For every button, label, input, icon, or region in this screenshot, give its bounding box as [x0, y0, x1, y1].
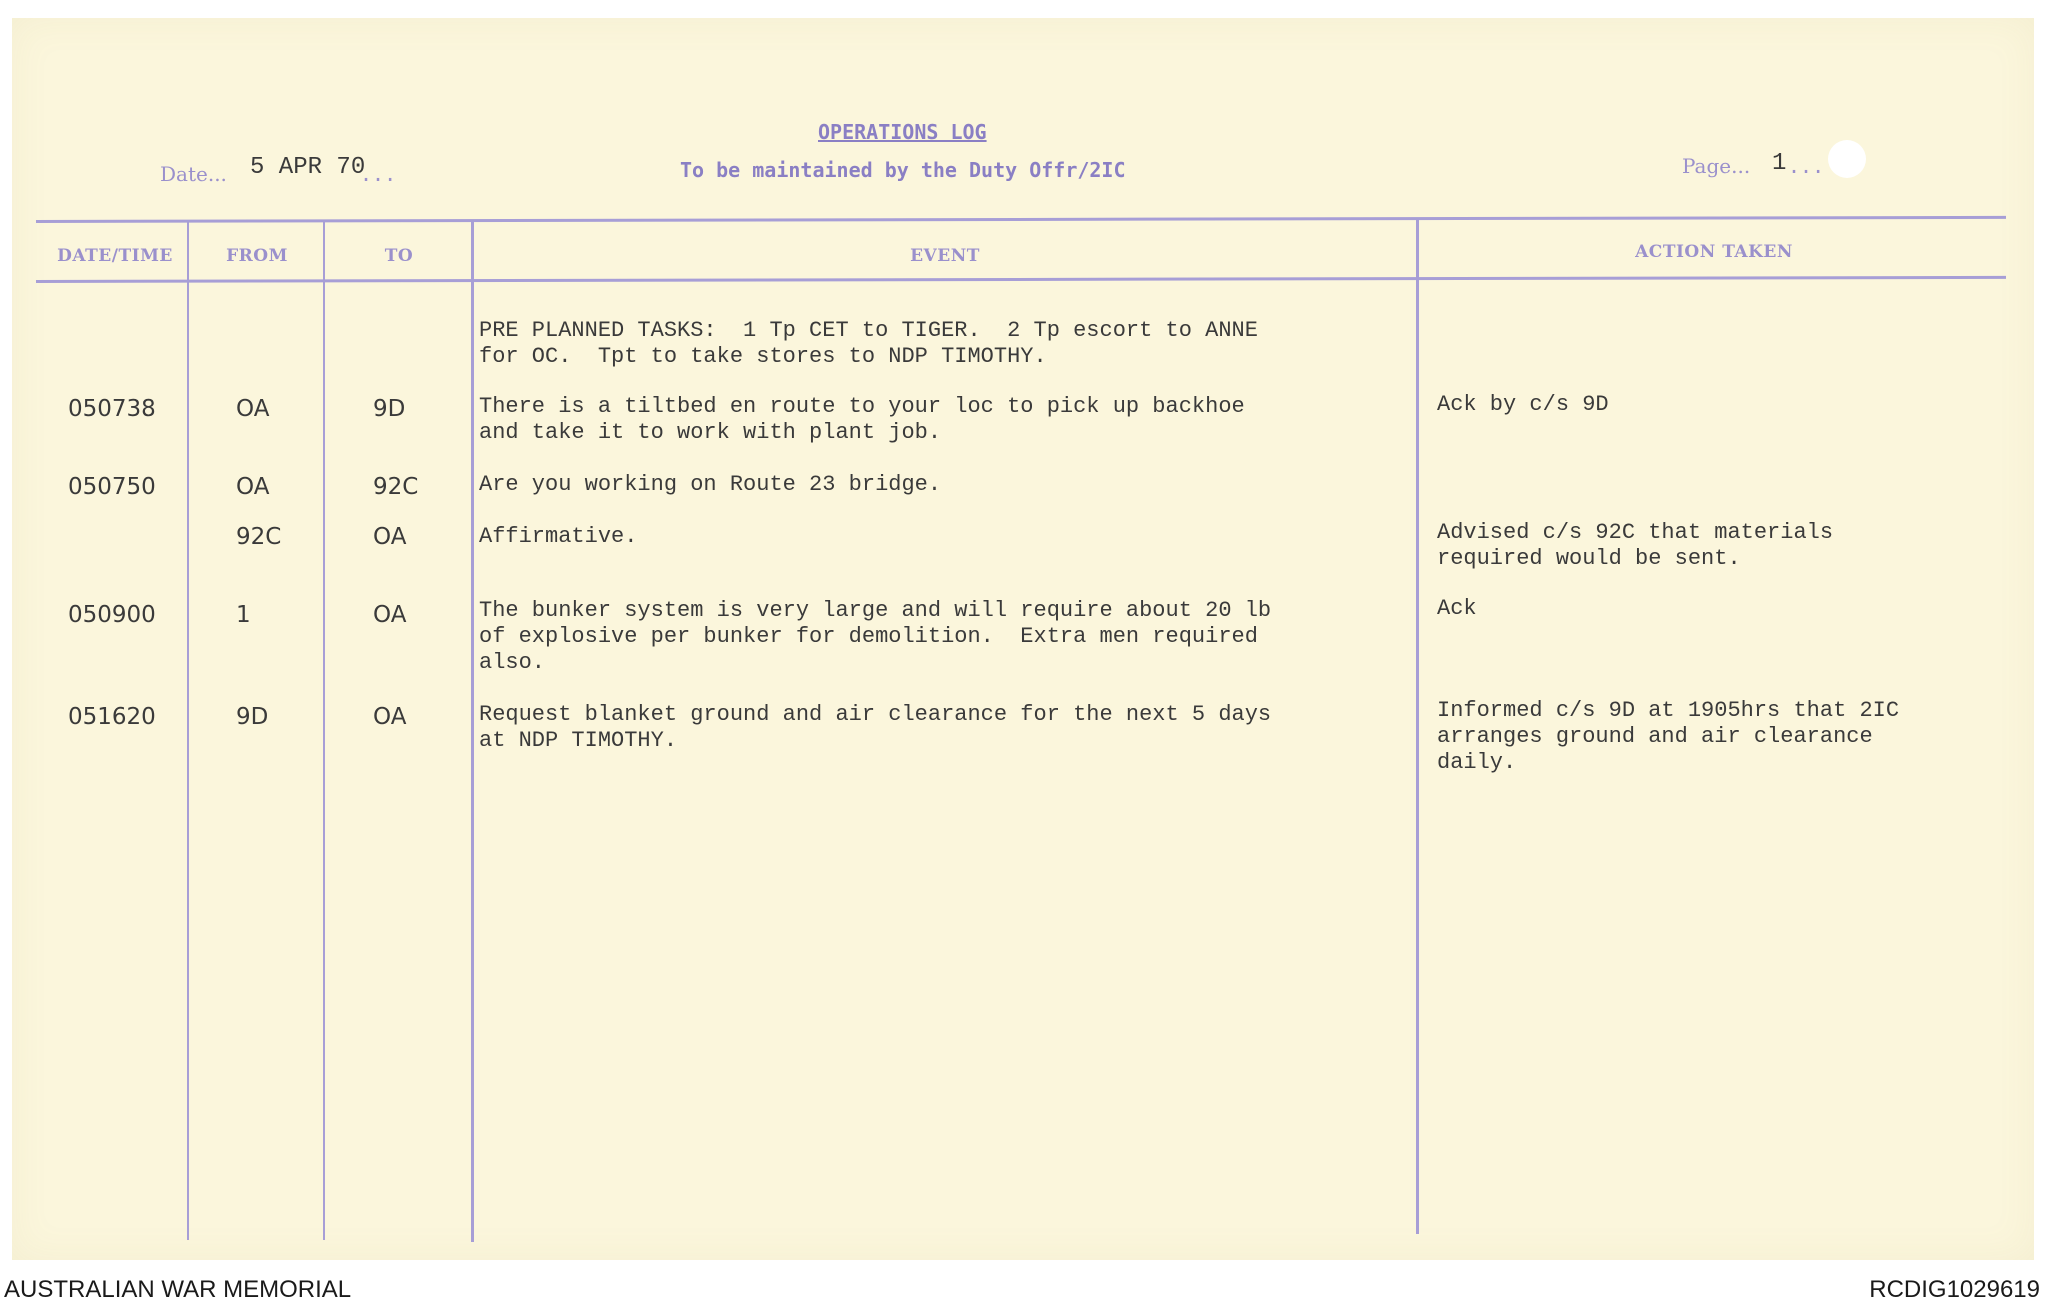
log-from: OA — [236, 396, 270, 422]
log-from: 1 — [236, 602, 251, 628]
log-to: OA — [373, 524, 407, 550]
col-header-datetime: DATE/TIME — [57, 246, 173, 266]
log-datetime: 050900 — [68, 602, 156, 628]
log-event: Request blanket ground and air clearance for the next 5 days at NDP TIMOTHY. — [479, 702, 1272, 753]
log-from: OA — [236, 474, 270, 500]
col-divider-2 — [323, 222, 325, 1240]
log-datetime: 050750 — [68, 474, 156, 500]
log-to: OA — [373, 602, 407, 628]
log-action: Advised c/s 92C that materials required would be sent. — [1437, 520, 1834, 571]
log-to: 9D — [373, 396, 406, 422]
log-datetime: 050738 — [68, 396, 156, 422]
date-suffix: ... — [360, 162, 397, 186]
col-header-action: ACTION TAKEN — [1635, 242, 1793, 262]
log-event: Are you working on Route 23 bridge. — [479, 472, 942, 497]
date-value: 5 APR 70 — [250, 154, 366, 181]
log-from: 9D — [236, 704, 269, 730]
form-subtitle: To be maintained by the Duty Offr/2IC — [680, 158, 1126, 182]
page-value: 1 — [1772, 150, 1787, 177]
log-from: 92C — [236, 524, 282, 550]
page-suffix: ... — [1788, 154, 1825, 178]
log-action: Informed c/s 9D at 1905hrs that 2IC arranges ground and air clearance daily. — [1437, 698, 1900, 775]
log-action: Ack — [1437, 596, 1477, 621]
col-header-to: TO — [384, 246, 414, 266]
footer-institution: AUSTRALIAN WAR MEMORIAL — [4, 1276, 352, 1303]
log-event: Affirmative. — [479, 524, 638, 549]
col-header-event: EVENT — [910, 246, 980, 266]
footer-record-id: RCDIG1029619 — [1869, 1276, 2040, 1303]
log-event: There is a tiltbed en route to your loc to pick up backhoe and take it to work with plant job. — [479, 394, 1245, 445]
log-event: The bunker system is very large and will require about 20 lb of explosive per bunker for demolition. Extra men required also. — [479, 598, 1272, 675]
col-divider-1 — [187, 222, 189, 1240]
page-label: Page... — [1682, 154, 1751, 178]
log-event: PRE PLANNED TASKS: 1 Tp CET to TIGER. 2 Tp escort to ANNE for OC. Tpt to take stores to NDP TIMOTHY. — [479, 318, 1258, 369]
col-divider-3 — [471, 220, 474, 1242]
col-divider-4 — [1416, 218, 1419, 1234]
log-action: Ack by c/s 9D — [1437, 392, 1609, 417]
form-title: OPERATIONS LOG — [818, 120, 987, 144]
date-label: Date... — [160, 162, 227, 186]
log-datetime: 051620 — [68, 704, 156, 730]
log-to: OA — [373, 704, 407, 730]
log-to: 92C — [373, 474, 419, 500]
col-header-from: FROM — [226, 246, 288, 266]
punch-hole — [1828, 140, 1866, 178]
